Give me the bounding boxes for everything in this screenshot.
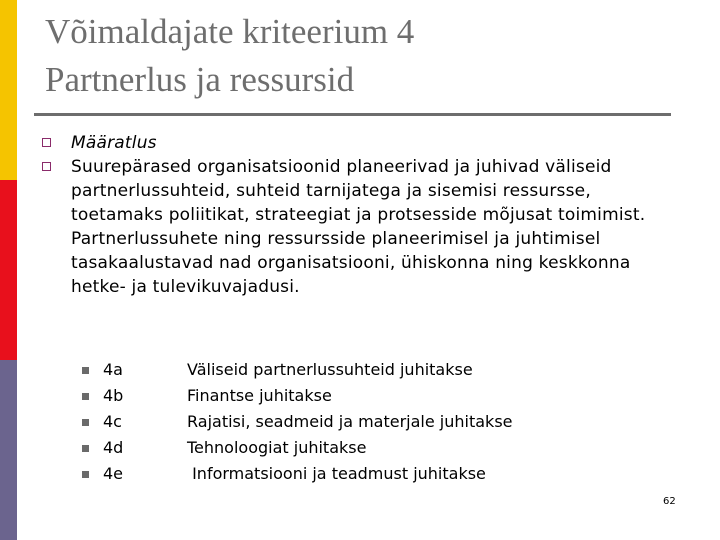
sidebar-red-segment (0, 180, 17, 360)
sidebar-yellow-segment (0, 0, 17, 180)
sub-criterion-code: 4c (103, 412, 122, 431)
sub-criterion-text: Rajatisi, seadmeid ja materjale juhitakse (187, 412, 513, 431)
page-number: 62 (663, 496, 676, 507)
list-item (82, 461, 642, 487)
sub-criterion-text: Informatsiooni ja teadmust juhitakse (187, 464, 486, 483)
list-item (82, 357, 642, 383)
sub-criterion-code: 4e (103, 464, 124, 483)
slide-title (45, 8, 685, 104)
bullet-list (42, 131, 672, 299)
list-item (82, 383, 642, 409)
hollow-square-bullet-icon (42, 162, 51, 171)
sub-criteria-list (82, 357, 642, 487)
slide-title-line-2: Partnerlus ja ressursid (45, 60, 355, 99)
slide-title-line-1: Võimaldajate kriteerium 4 (45, 12, 415, 51)
filled-square-bullet-icon (82, 367, 89, 374)
bullet-description (42, 155, 672, 299)
hollow-square-bullet-icon (42, 138, 51, 147)
filled-square-bullet-icon (82, 445, 89, 452)
sub-criterion-text: Tehnoloogiat juhitakse (187, 438, 367, 457)
sub-criterion-text: Finantse juhitakse (187, 386, 332, 405)
list-item (82, 435, 642, 461)
list-item (82, 409, 642, 435)
sub-criterion-text: Väliseid partnerlussuhteid juhitakse (187, 360, 473, 379)
sidebar-color-bar (0, 0, 17, 540)
sidebar-purple-segment (0, 360, 17, 540)
bullet-description-text: Suurepärased organisatsioonid planeerivad ja juhivad väliseid partnerlussuhteid, suhteid tarnijatega ja sisemisi ressursse, toetamaks poliitikat, strateegiat ja protsesside mõjusat toimimist. Partnerlussuhete ning ressursside planeerimisel ja juhtimisel tasakaalustavad nad organisatsiooni, ühiskonna ning keskkonna hetke- ja tulevikuvajadusi. (71, 157, 646, 297)
filled-square-bullet-icon (82, 419, 89, 426)
filled-square-bullet-icon (82, 471, 89, 478)
sub-criterion-code: 4a (103, 360, 123, 379)
filled-square-bullet-icon (82, 393, 89, 400)
bullet-definition (42, 131, 672, 155)
bullet-definition-text: Määratlus (71, 133, 157, 153)
title-divider (34, 113, 671, 116)
sub-criterion-code: 4d (103, 438, 124, 457)
sub-criterion-code: 4b (103, 386, 124, 405)
